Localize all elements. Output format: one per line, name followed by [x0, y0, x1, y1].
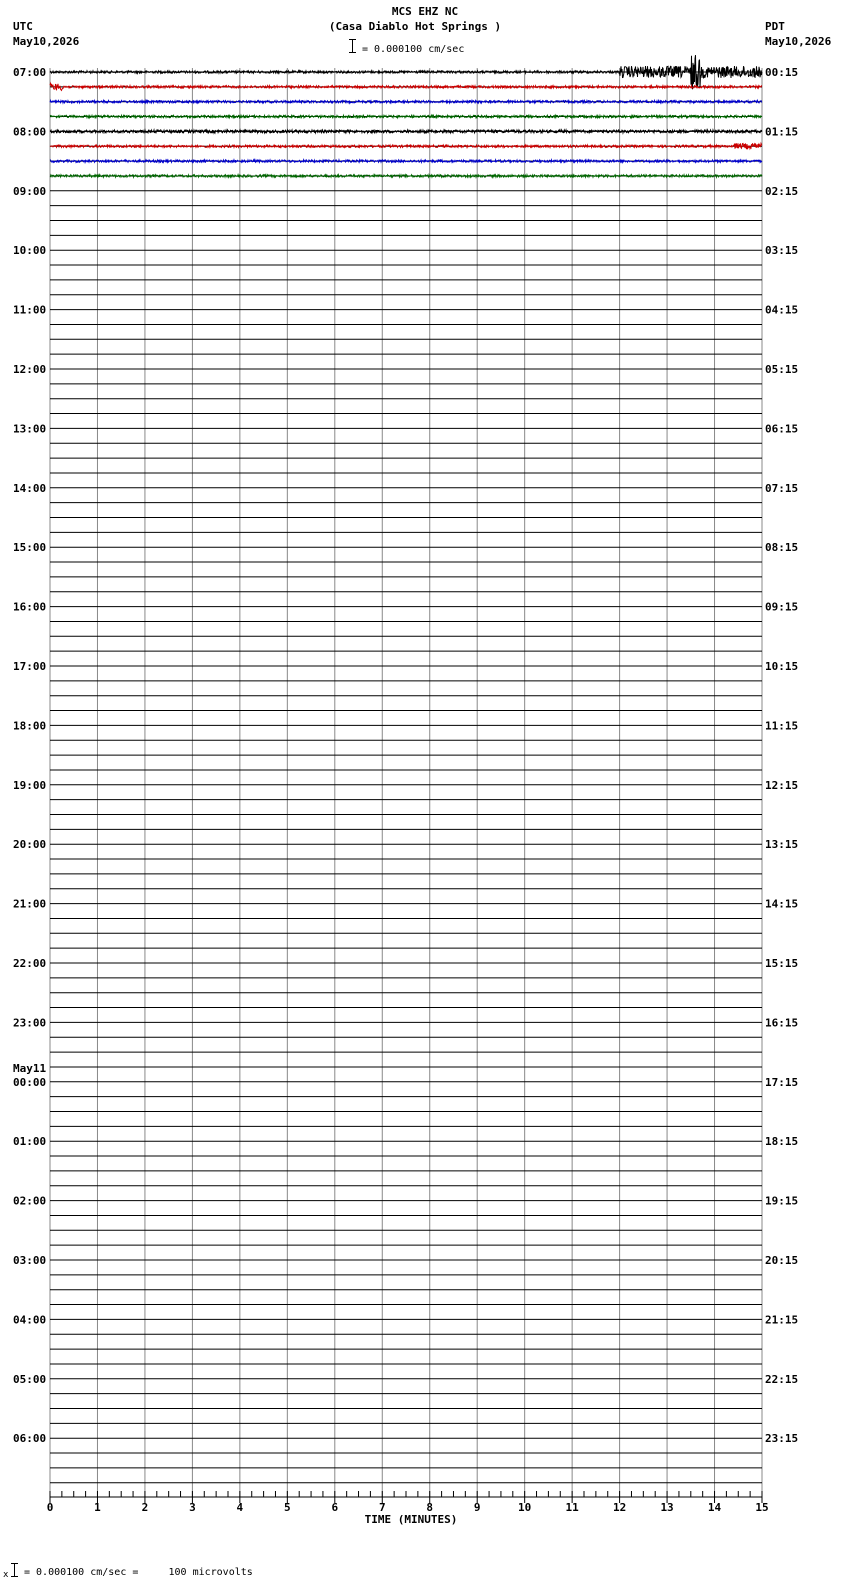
pdt-time-label: 16:15	[765, 1016, 799, 1030]
x-tick-label: 7	[378, 1501, 386, 1514]
seismic-trace	[50, 101, 762, 103]
seismic-trace	[50, 83, 762, 90]
pdt-time-label: 18:15	[765, 1135, 799, 1149]
x-tick-label: 1	[94, 1501, 101, 1514]
pdt-time-label: 17:15	[765, 1075, 799, 1089]
x-axis-label: TIME (MINUTES)	[364, 1513, 458, 1526]
utc-time-label: 21:00	[13, 897, 47, 911]
utc-time-label: 11:00	[13, 303, 47, 317]
utc-time-label: 04:00	[13, 1313, 47, 1327]
x-tick-label: 10	[518, 1501, 532, 1514]
pdt-time-label: 12:15	[765, 778, 799, 792]
utc-time-label: 08:00	[13, 125, 47, 139]
pdt-time-label: 08:15	[765, 541, 799, 555]
pdt-time-label: 02:15	[765, 184, 799, 198]
right-date: May10,2026	[765, 35, 832, 48]
seismic-trace	[50, 160, 762, 162]
pdt-time-label: 23:15	[765, 1432, 799, 1446]
utc-time-label: 10:00	[13, 244, 47, 258]
left-timezone: UTC	[13, 20, 33, 33]
pdt-time-label: 09:15	[765, 600, 799, 614]
x-tick-label: 13	[660, 1501, 674, 1514]
pdt-time-label: 15:15	[765, 957, 799, 970]
pdt-time-label: 03:15	[765, 244, 799, 258]
utc-time-label: 09:00	[13, 184, 47, 198]
pdt-time-label: 06:15	[765, 422, 799, 436]
pdt-time-label: 07:15	[765, 481, 799, 495]
right-timezone: PDT	[765, 20, 785, 33]
pdt-time-label: 10:15	[765, 660, 799, 673]
chart-subtitle: (Casa Diablo Hot Springs )	[328, 20, 502, 33]
utc-time-label: 03:00	[13, 1254, 47, 1267]
utc-time-label: 01:00	[13, 1135, 47, 1149]
pdt-time-label: 13:15	[765, 838, 799, 852]
x-tick-label: 11	[565, 1501, 579, 1514]
pdt-time-label: 19:15	[765, 1194, 799, 1208]
seismic-trace	[50, 55, 762, 89]
x-tick-label: 14	[707, 1501, 722, 1514]
x-tick-label: 8	[426, 1501, 434, 1514]
utc-time-label: 18:00	[13, 719, 47, 733]
pdt-time-label: 00:15	[765, 66, 799, 79]
pdt-time-label: 21:15	[765, 1313, 799, 1327]
left-date: May10,2026	[13, 35, 80, 48]
pdt-time-label: 01:15	[765, 125, 799, 139]
seismic-trace	[50, 143, 762, 149]
utc-time-label: 07:00	[13, 66, 47, 79]
x-tick-label: 9	[473, 1501, 481, 1514]
pdt-time-label: 22:15	[765, 1372, 799, 1386]
x-tick-label: 0	[46, 1501, 54, 1514]
pdt-time-label: 14:15	[765, 897, 799, 911]
utc-time-label: 14:00	[13, 481, 47, 495]
utc-time-label: 16:00	[13, 600, 47, 614]
x-tick-label: 12	[612, 1501, 627, 1514]
seismic-trace	[50, 115, 762, 117]
x-tick-label: 15	[755, 1501, 769, 1514]
x-tick-label: 2	[141, 1501, 149, 1514]
utc-time-label: 00:00	[13, 1075, 47, 1089]
utc-time-label: 13:00	[13, 422, 47, 436]
pdt-time-label: 11:15	[765, 719, 799, 733]
chart-title: MCS EHZ NC	[391, 5, 459, 18]
scale-text: = 0.000100 cm/sec	[362, 44, 465, 55]
utc-time-label: 20:00	[13, 838, 47, 852]
x-tick-label: 3	[189, 1501, 196, 1514]
utc-time-label: 23:00	[13, 1016, 47, 1030]
utc-date-label: May11	[13, 1061, 47, 1075]
x-tick-label: 5	[284, 1501, 291, 1514]
footer-scale-text: = 0.000100 cm/sec = 100 microvolts	[24, 1567, 253, 1578]
utc-time-label: 17:00	[13, 660, 47, 673]
utc-time-label: 02:00	[13, 1194, 47, 1208]
pdt-time-label: 20:15	[765, 1254, 799, 1267]
pdt-time-label: 05:15	[765, 363, 799, 376]
utc-time-label: 06:00	[13, 1432, 47, 1446]
pdt-time-label: 04:15	[765, 303, 799, 317]
utc-time-label: 22:00	[13, 957, 47, 970]
utc-time-label: 12:00	[13, 363, 47, 376]
utc-time-label: 05:00	[13, 1372, 47, 1386]
x-tick-label: 6	[331, 1501, 339, 1514]
footer-scale-bar-icon	[11, 1563, 18, 1577]
x-tick-label: 4	[236, 1501, 244, 1514]
utc-time-label: 15:00	[13, 541, 47, 555]
footer-mark: x	[3, 1570, 9, 1580]
utc-time-label: 19:00	[13, 778, 47, 792]
